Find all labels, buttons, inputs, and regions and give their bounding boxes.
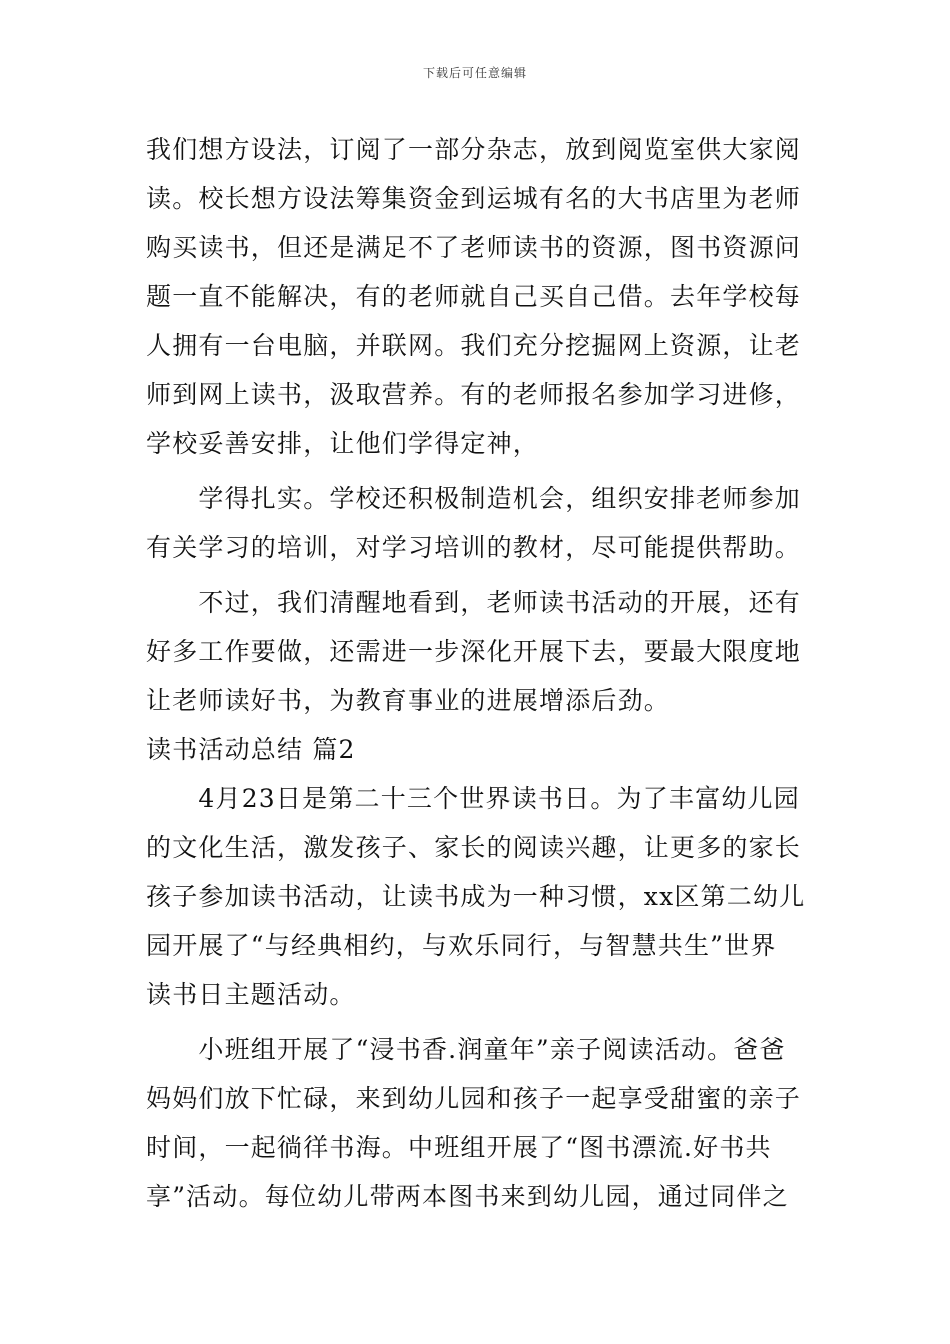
- text-line: 不过，我们清醒地看到，老师读书活动的开展，还有: [146, 588, 802, 617]
- text-line: 享”活动。每位幼儿带两本图书来到幼儿园，通过同伴之: [146, 1182, 789, 1211]
- text-line: 孩子参加读书活动，让读书成为一种习惯，xx区第二幼儿: [146, 882, 806, 911]
- text-line: 妈妈们放下忙碌，来到幼儿园和孩子一起享受甜蜜的亲子: [146, 1084, 802, 1113]
- text-line: 我们想方设法，订阅了一部分杂志，放到阅览室供大家阅: [146, 135, 802, 164]
- text-line: 读书日主题活动。: [146, 980, 356, 1009]
- text-line: 购买读书，但还是满足不了老师读书的资源，图书资源问: [146, 233, 802, 262]
- page-header: 下载后可任意编辑: [422, 66, 527, 80]
- text-line: 学校妥善安排，让他们学得定神，: [146, 429, 540, 458]
- text-line: 人拥有一台电脑，并联网。我们充分挖掘网上资源，让老: [146, 331, 802, 360]
- text-line: 师到网上读书，汲取营养。有的老师报名参加学习进修，: [146, 380, 802, 409]
- text-line: 4月23日是第二十三个世界读书日。为了丰富幼儿园: [146, 784, 800, 813]
- text-line: 好多工作要做，还需进一步深化开展下去，要最大限度地: [146, 637, 802, 666]
- text-line: 有关学习的培训，对学习培训的教材，尽可能提供帮助。: [146, 533, 802, 562]
- document-body: [146, 125, 808, 1221]
- text-line: 的文化生活，激发孩子、家长的阅读兴趣，让更多的家长: [146, 833, 802, 862]
- text-line: 时间，一起徜徉书海。中班组开展了“图书漂流.好书共: [146, 1133, 772, 1162]
- text-line: 题一直不能解决，有的老师就自己买自己借。去年学校每: [146, 282, 802, 311]
- text-line: 让老师读好书，为教育事业的进展增添后劲。: [146, 686, 671, 715]
- text-line: 学得扎实。学校还积极制造机会，组织安排老师参加: [146, 484, 802, 513]
- text-line: 读。校长想方设法筹集资金到运城有名的大书店里为老师: [146, 184, 802, 213]
- section-heading: 读书活动总结 篇2: [146, 735, 356, 764]
- text-line: 园开展了“与经典相约，与欢乐同行，与智慧共生”世界: [146, 931, 777, 960]
- text-line: 小班组开展了“浸书香.润童年”亲子阅读活动。爸爸: [146, 1035, 786, 1064]
